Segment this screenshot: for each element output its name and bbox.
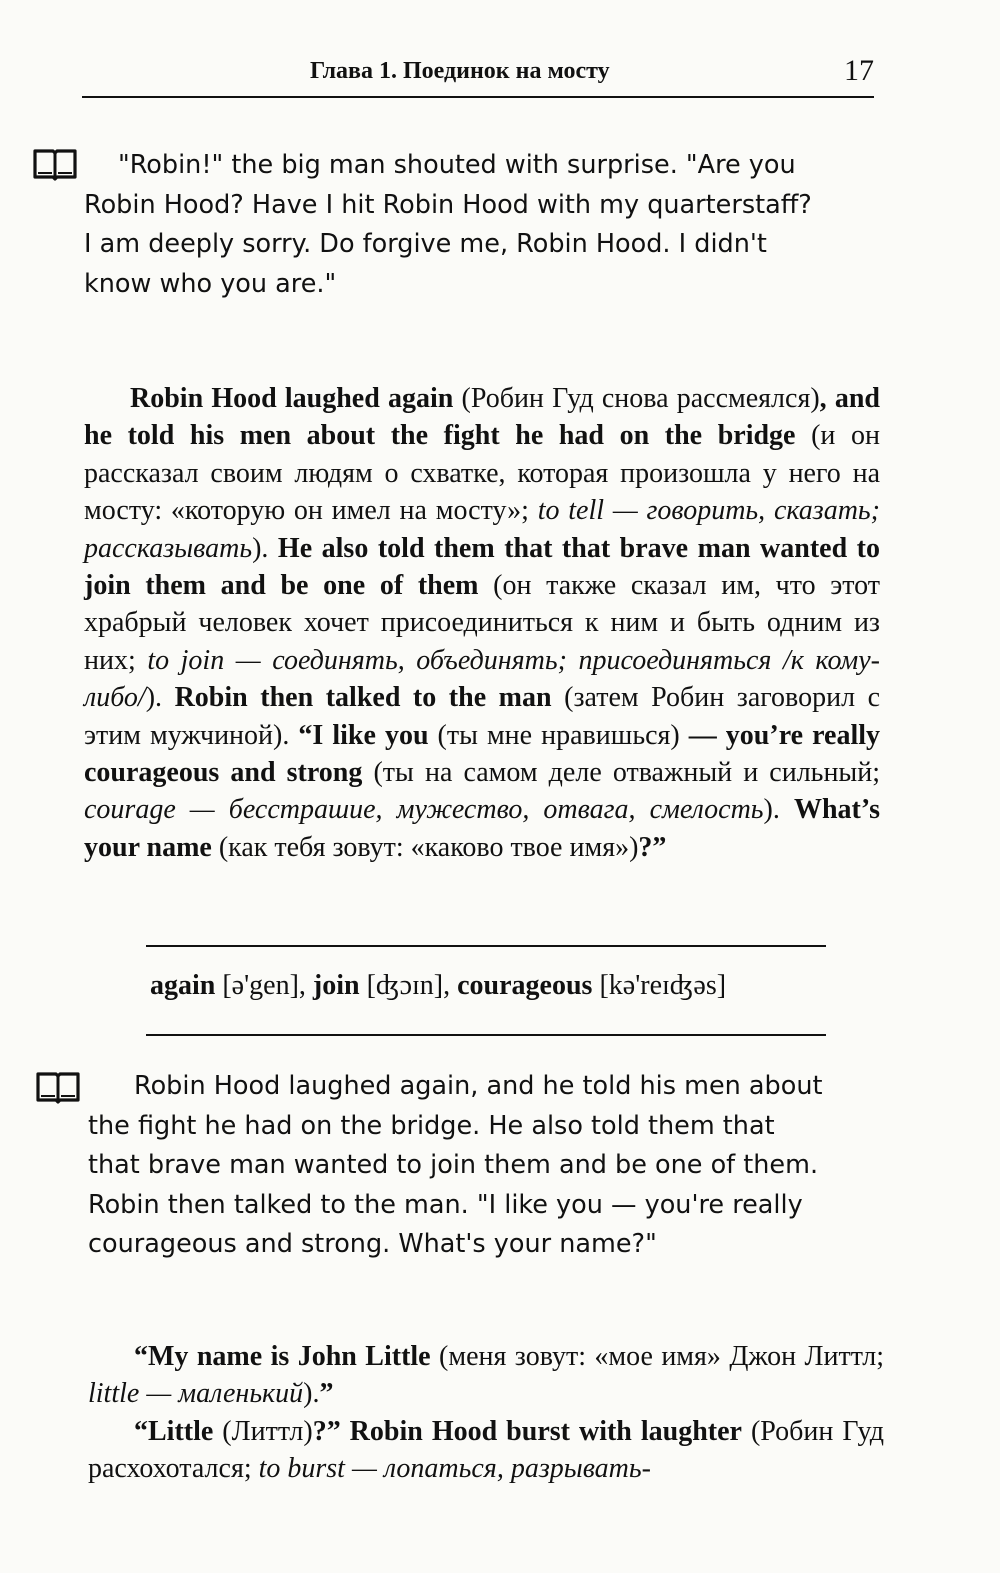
text-line: Robin then talked to the man. "I like you — you're really (88, 1189, 803, 1220)
text-line: courageous and strong. What's your name?" (88, 1229, 657, 1259)
running-header (82, 52, 874, 98)
chapter-title: Глава 1. Поединок на мосту (310, 58, 610, 84)
annotated-paragraph-3: “Little (Литтл)?” Robin Hood burst with laughter (Робин Гуд расхохотался; to burst — лопаться, разрывать- (88, 1415, 884, 1485)
text-line: I am deeply sorry. Do forgive me, Robin Hood. I didn't (84, 229, 767, 259)
pronunciation-line: again [ə'gen], join [ʤɔɪn], courageous [kə'reɪʤəs] (150, 970, 727, 1001)
text-line: that brave man wanted to join them and be one of them. (88, 1150, 819, 1180)
open-book-icon (32, 147, 78, 181)
open-book-icon (35, 1070, 81, 1104)
annotated-paragraph-2: “My name is John Little (меня зовут: «мое имя» Джон Литтл; little — маленький).” “Little (Литтл)?” Robin Hood burst with laughter (Робин Гуд расхохотался; to burst — лопаться, разрывать- (88, 1338, 884, 1488)
text-line: Robin Hood laughed again, and he told his men about (134, 1071, 823, 1101)
page-number: 17 (844, 54, 874, 87)
divider-top (146, 945, 826, 947)
annotated-paragraph-1: Robin Hood laughed again (Робин Гуд снова рассмеялся), and he told his men about the fight he had on the bridge (и он рассказал своим людям о схватке, которая произошла у него на мосту: «которую он имел на мосту»; to tell — говорить, сказать; рассказывать). He also told them that that brave man wanted to join them and be one of them (он также сказал им, что этот храбрый человек хочет присоединиться к ним и быть одним из них; to join — соединять, объединять; присоединяться /к кому-либо/). Robin then talked to the man (затем Робин заговорил с этим мужчиной). “I like you (ты мне нравишься) — you’re really courageous and strong (ты на самом деле отважный и сильный; courage — бесстрашие, мужество, отвага, смелость). What’s your name (как тебя зовут: «каково твое имя»)?” (84, 383, 881, 863)
text-line: "Robin!" the big man shouted with surprise. "Are you (118, 150, 796, 180)
english-text-block-2 (88, 1067, 888, 1265)
text-line: Robin Hood? Have I hit Robin Hood with my quarterstaff? (84, 189, 812, 220)
divider-bottom (146, 1034, 826, 1036)
text-line: know who you are." (84, 268, 337, 299)
text-line: the fight he had on the bridge. He also told them that (88, 1110, 775, 1141)
english-text-block-1 (84, 146, 884, 304)
